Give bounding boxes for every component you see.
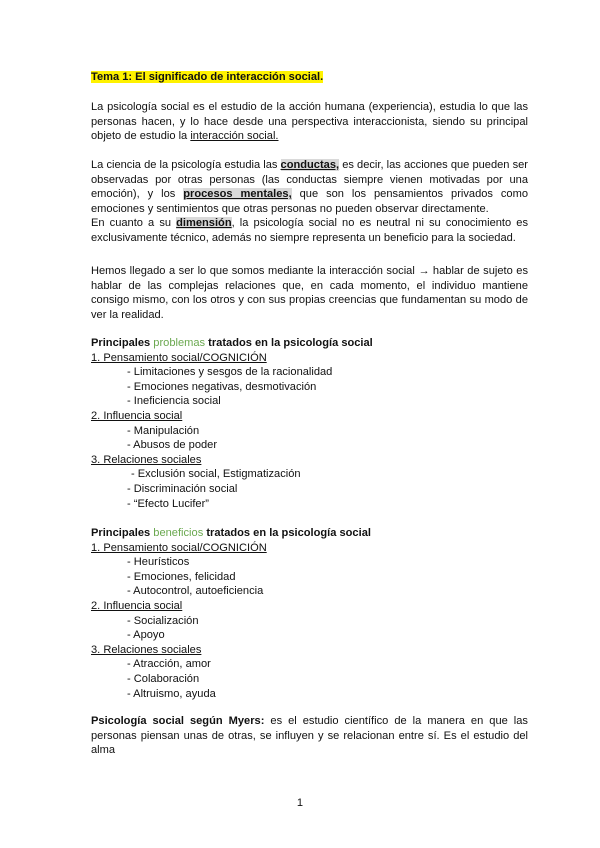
problemas-subsection-title: 1. Pensamiento social/COGNICIÓN: [91, 351, 267, 364]
list-item: - Autocontrol, autoeficiencia: [127, 585, 264, 598]
beneficios-section: [91, 526, 528, 701]
problemas-section: [91, 336, 528, 511]
beneficios-subsection-title: 2. Influencia social: [91, 599, 183, 612]
problemas-subsection-title: 2. Influencia social: [91, 409, 183, 422]
list-item: - Emociones, felicidad: [127, 570, 236, 583]
list-item: - Atracción, amor: [127, 658, 211, 671]
myers-label: Psicología social según Myers:: [91, 715, 265, 727]
term-conductas: conductas,: [280, 159, 340, 171]
paragraph-ciencia: La ciencia de la psicología estudia las conductas, es decir, las acciones que pueden ser observadas por otras personas (las conductas siempre vienen motivadas por una emoción), y los procesos mentales, que son los pensamientos privados como emociones y sentimientos que otras personas no pueden observar directamente. En cuanto a su dimensión, la psicología social no es neutral ni su conocimiento es exclusivamente técnico, además no siempre representa un beneficio para la sociedad.: [91, 159, 529, 244]
list-item: - Limitaciones y sesgos de la racionalidad: [127, 366, 333, 379]
title-highlight: Tema 1: El significado de interacción social.: [91, 71, 324, 83]
term-interaccion-social: interacción social.: [190, 130, 279, 143]
paragraph-myers: Psicología social según Myers: es el estudio científico de la manera en que las personas piensan unas de otras, se influyen y se relacionan entre sí. Es el estudio del alma: [91, 715, 528, 757]
list-item: - Socialización: [127, 614, 199, 627]
problemas-subsection-title: 3. Relaciones sociales: [91, 453, 202, 466]
term-dimension: dimensión: [176, 217, 232, 230]
list-item: - Altruismo, ayuda: [127, 687, 216, 700]
beneficios-subsection-title: 1. Pensamiento social/COGNICIÓN: [91, 541, 267, 554]
page-title: [91, 70, 323, 85]
list-item: - “Efecto Lucifer”: [127, 497, 209, 510]
paragraph-interaccion: Hemos llegado a ser lo que somos mediante la interacción social → hablar de sujeto es hablar de las complejas relaciones que, en cada momento, el individuo mantiene consigo mismo, con los otros y con sus propias creencias que fundamentan su modo de ver la realidad.: [91, 265, 528, 321]
list-item: - Colaboración: [127, 672, 200, 685]
list-item: - Heurísticos: [127, 556, 190, 569]
term-procesos-mentales: procesos mentales,: [183, 188, 292, 201]
list-item: - Exclusión social, Estigmatización: [131, 468, 301, 481]
list-item: - Manipulación: [127, 424, 200, 437]
beneficios-subsection-title: 3. Relaciones sociales: [91, 643, 202, 656]
list-item: - Abusos de poder: [127, 439, 218, 452]
problemas-heading: Principales problemas tratados en la psicología social: [91, 337, 373, 349]
paragraph-dimension: En cuanto a su dimensión, la psicología social no es neutral ni su conocimiento es exclusivamente técnico, además no siempre representa un beneficio para la sociedad.: [91, 217, 528, 244]
list-item: - Apoyo: [127, 629, 165, 642]
paragraph-definition: La psicología social es el estudio de la acción humana (experiencia), estudia lo que las personas hacen, y lo hace desde una perspectiva interaccionista, siendo su principal objeto de estudio la interacción social.: [91, 101, 528, 143]
beneficios-heading: Principales beneficios tratados en la psicología social: [91, 527, 371, 539]
list-item: - Discriminación social: [127, 482, 238, 495]
list-item: - Emociones negativas, desmotivación: [127, 380, 317, 393]
list-item: - Ineficiencia social: [127, 395, 221, 408]
page-number: 1: [296, 797, 304, 809]
